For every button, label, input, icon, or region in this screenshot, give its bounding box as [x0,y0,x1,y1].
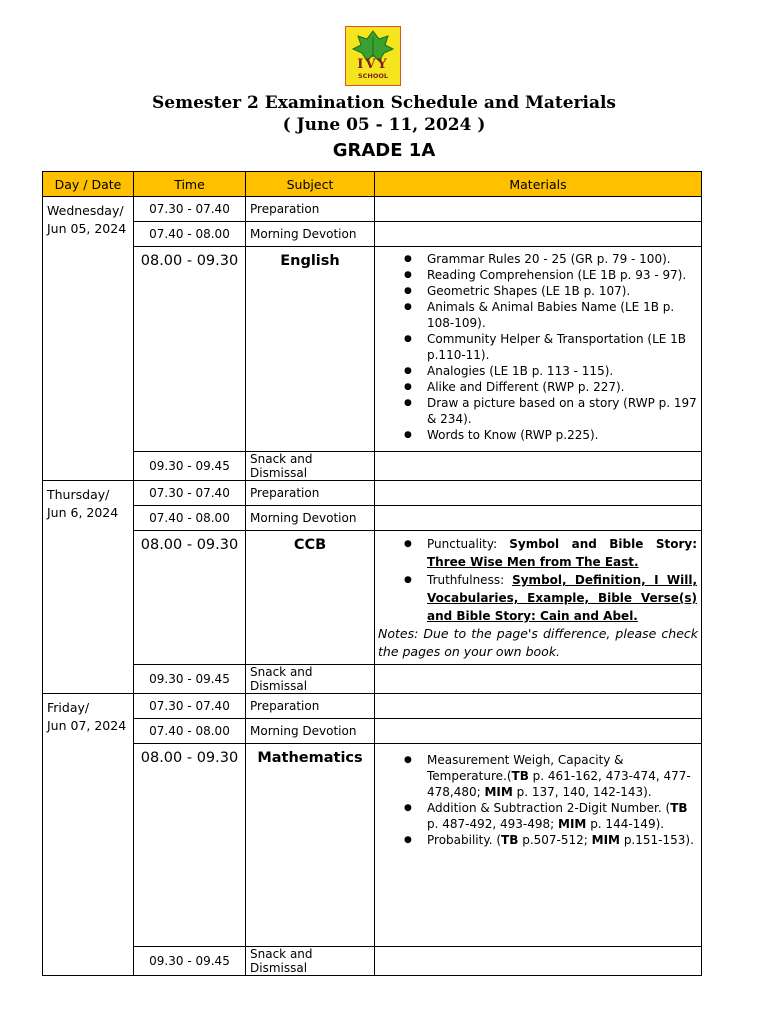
time-cell: 07.40 - 08.00 [134,222,246,247]
material-book: TB [670,801,688,815]
notes-text: Notes: Due to the page's difference, please check the pages on your own book. [378,626,698,659]
subject-cell: Snack and Dismissal [246,665,375,694]
list-item: ● Community Helper & Transportation (LE 1B p.110-11). [427,331,697,363]
exam-subject-ccb: CCB [246,531,375,665]
material-underlined: Three Wise Men from The East. [427,555,639,569]
time-cell: 09.30 - 09.45 [134,947,246,976]
school-logo [345,26,401,86]
table-row [43,222,702,247]
exam-subject-english: English [246,247,375,452]
date-label: Jun 07, 2024 [47,718,127,733]
day-label: Wednesday/ [47,203,124,218]
materials-list [379,535,697,625]
list-item: ● Grammar Rules 20 - 25 (GR p. 79 - 100). [427,251,697,267]
subject-cell: Preparation [246,481,375,506]
materials-cell [375,947,702,976]
col-header-day: Day / Date [43,172,134,197]
subject-cell: Snack and Dismissal [246,452,375,481]
materials-cell [375,452,702,481]
material-book: MIM [558,817,587,831]
time-cell: 07.40 - 08.00 [134,506,246,531]
list-item [427,832,697,848]
list-item [427,752,697,800]
table-row [43,665,702,694]
material-text: p.151-153). [620,833,694,847]
table-row [43,247,702,452]
materials-list [379,251,697,443]
list-item: ● Words to Know (RWP p.225). [427,427,697,443]
grade-title: GRADE 1A [332,140,436,161]
material-book: MIM [591,833,620,847]
materials-cell [375,222,702,247]
material-text: p. 487-492, 493-498; [427,817,559,831]
list-item: ● Analogies (LE 1B p. 113 - 115). [427,363,697,379]
col-header-materials: Materials [375,172,702,197]
table-header-row [43,172,702,197]
list-item [427,571,697,625]
time-cell: 07.30 - 07.40 [134,197,246,222]
table-row [43,481,702,506]
page-title: Semester 2 Examination Schedule and Materials [152,93,616,113]
table-row [43,452,702,481]
exam-time-cell: 08.00 - 09.30 [134,247,246,452]
materials-cell-english [375,247,702,452]
subject-cell: Morning Devotion [246,506,375,531]
date-range: ( June 05 - 11, 2024 ) [282,115,486,135]
material-topic: Truthfulness: [427,573,513,587]
materials-cell-ccb [375,531,702,665]
material-text: p. 137, 140, 142-143). [512,785,652,799]
exam-time-cell: 08.00 - 09.30 [134,744,246,947]
material-book: TB [511,769,529,783]
material-book: TB [501,833,519,847]
table-row [43,197,702,222]
date-label: Jun 6, 2024 [47,505,119,520]
table-row [43,531,702,665]
subject-cell: Preparation [246,197,375,222]
logo-text-ivy: IVY [357,57,389,72]
date-label: Jun 05, 2024 [47,221,127,236]
materials-cell [375,506,702,531]
material-underlined: Symbol, Definition, I Will, Vocabularies, Example, Bible Verse(s) and Bible Story: Cain and Abel. [427,573,698,623]
exam-subject-mathematics: Mathematics [246,744,375,947]
table-row [43,947,702,976]
list-item: ● Alike and Different (RWP p. 227). [427,379,697,395]
table-row [43,744,702,947]
materials-cell [375,665,702,694]
day-label: Thursday/ [47,487,110,502]
material-text: Probability. ( [427,833,502,847]
subject-cell: Preparation [246,694,375,719]
material-book: MIM [484,785,513,799]
logo-text-school: SCHOOL [357,72,389,80]
day-cell-wednesday [43,197,134,481]
time-cell: 07.30 - 07.40 [134,694,246,719]
material-text: p.507-512; [518,833,592,847]
time-cell: 07.30 - 07.40 [134,481,246,506]
materials-cell [375,197,702,222]
materials-cell-mathematics [375,744,702,947]
list-item: ● Draw a picture based on a story (RWP p. 197 & 234). [427,395,697,427]
material-text: p. 461-162, 473-474, 477-478,480; [427,769,691,799]
col-header-time: Time [134,172,246,197]
subject-cell: Snack and Dismissal [246,947,375,976]
day-label: Friday/ [47,700,90,715]
material-text: Measurement Weigh, Capacity & Temperature.( [427,753,624,783]
list-item: ● Animals & Animal Babies Name (LE 1B p. 108-109). [427,299,697,331]
list-item: ● Reading Comprehension (LE 1B p. 93 - 97). [427,267,697,283]
list-item [427,535,697,571]
time-cell: 09.30 - 09.45 [134,665,246,694]
exam-time-cell: 08.00 - 09.30 [134,531,246,665]
subject-cell: Morning Devotion [246,222,375,247]
time-cell: 09.30 - 09.45 [134,452,246,481]
materials-cell [375,694,702,719]
material-text: Addition & Subtraction 2-Digit Number. ( [427,801,671,815]
material-bold: Symbol and Bible Story: [509,537,697,551]
materials-list [379,752,697,848]
list-item [427,800,697,832]
time-cell: 07.40 - 08.00 [134,719,246,744]
day-cell-thursday [43,481,134,694]
schedule-table [42,171,702,976]
materials-cell [375,719,702,744]
material-topic: Punctuality: [427,537,510,551]
material-text: p. 144-149). [586,817,665,831]
col-header-subject: Subject [246,172,375,197]
table-row [43,719,702,744]
list-item: ● Geometric Shapes (LE 1B p. 107). [427,283,697,299]
subject-cell: Morning Devotion [246,719,375,744]
table-row [43,506,702,531]
day-cell-friday [43,694,134,976]
materials-cell [375,481,702,506]
table-row [43,694,702,719]
